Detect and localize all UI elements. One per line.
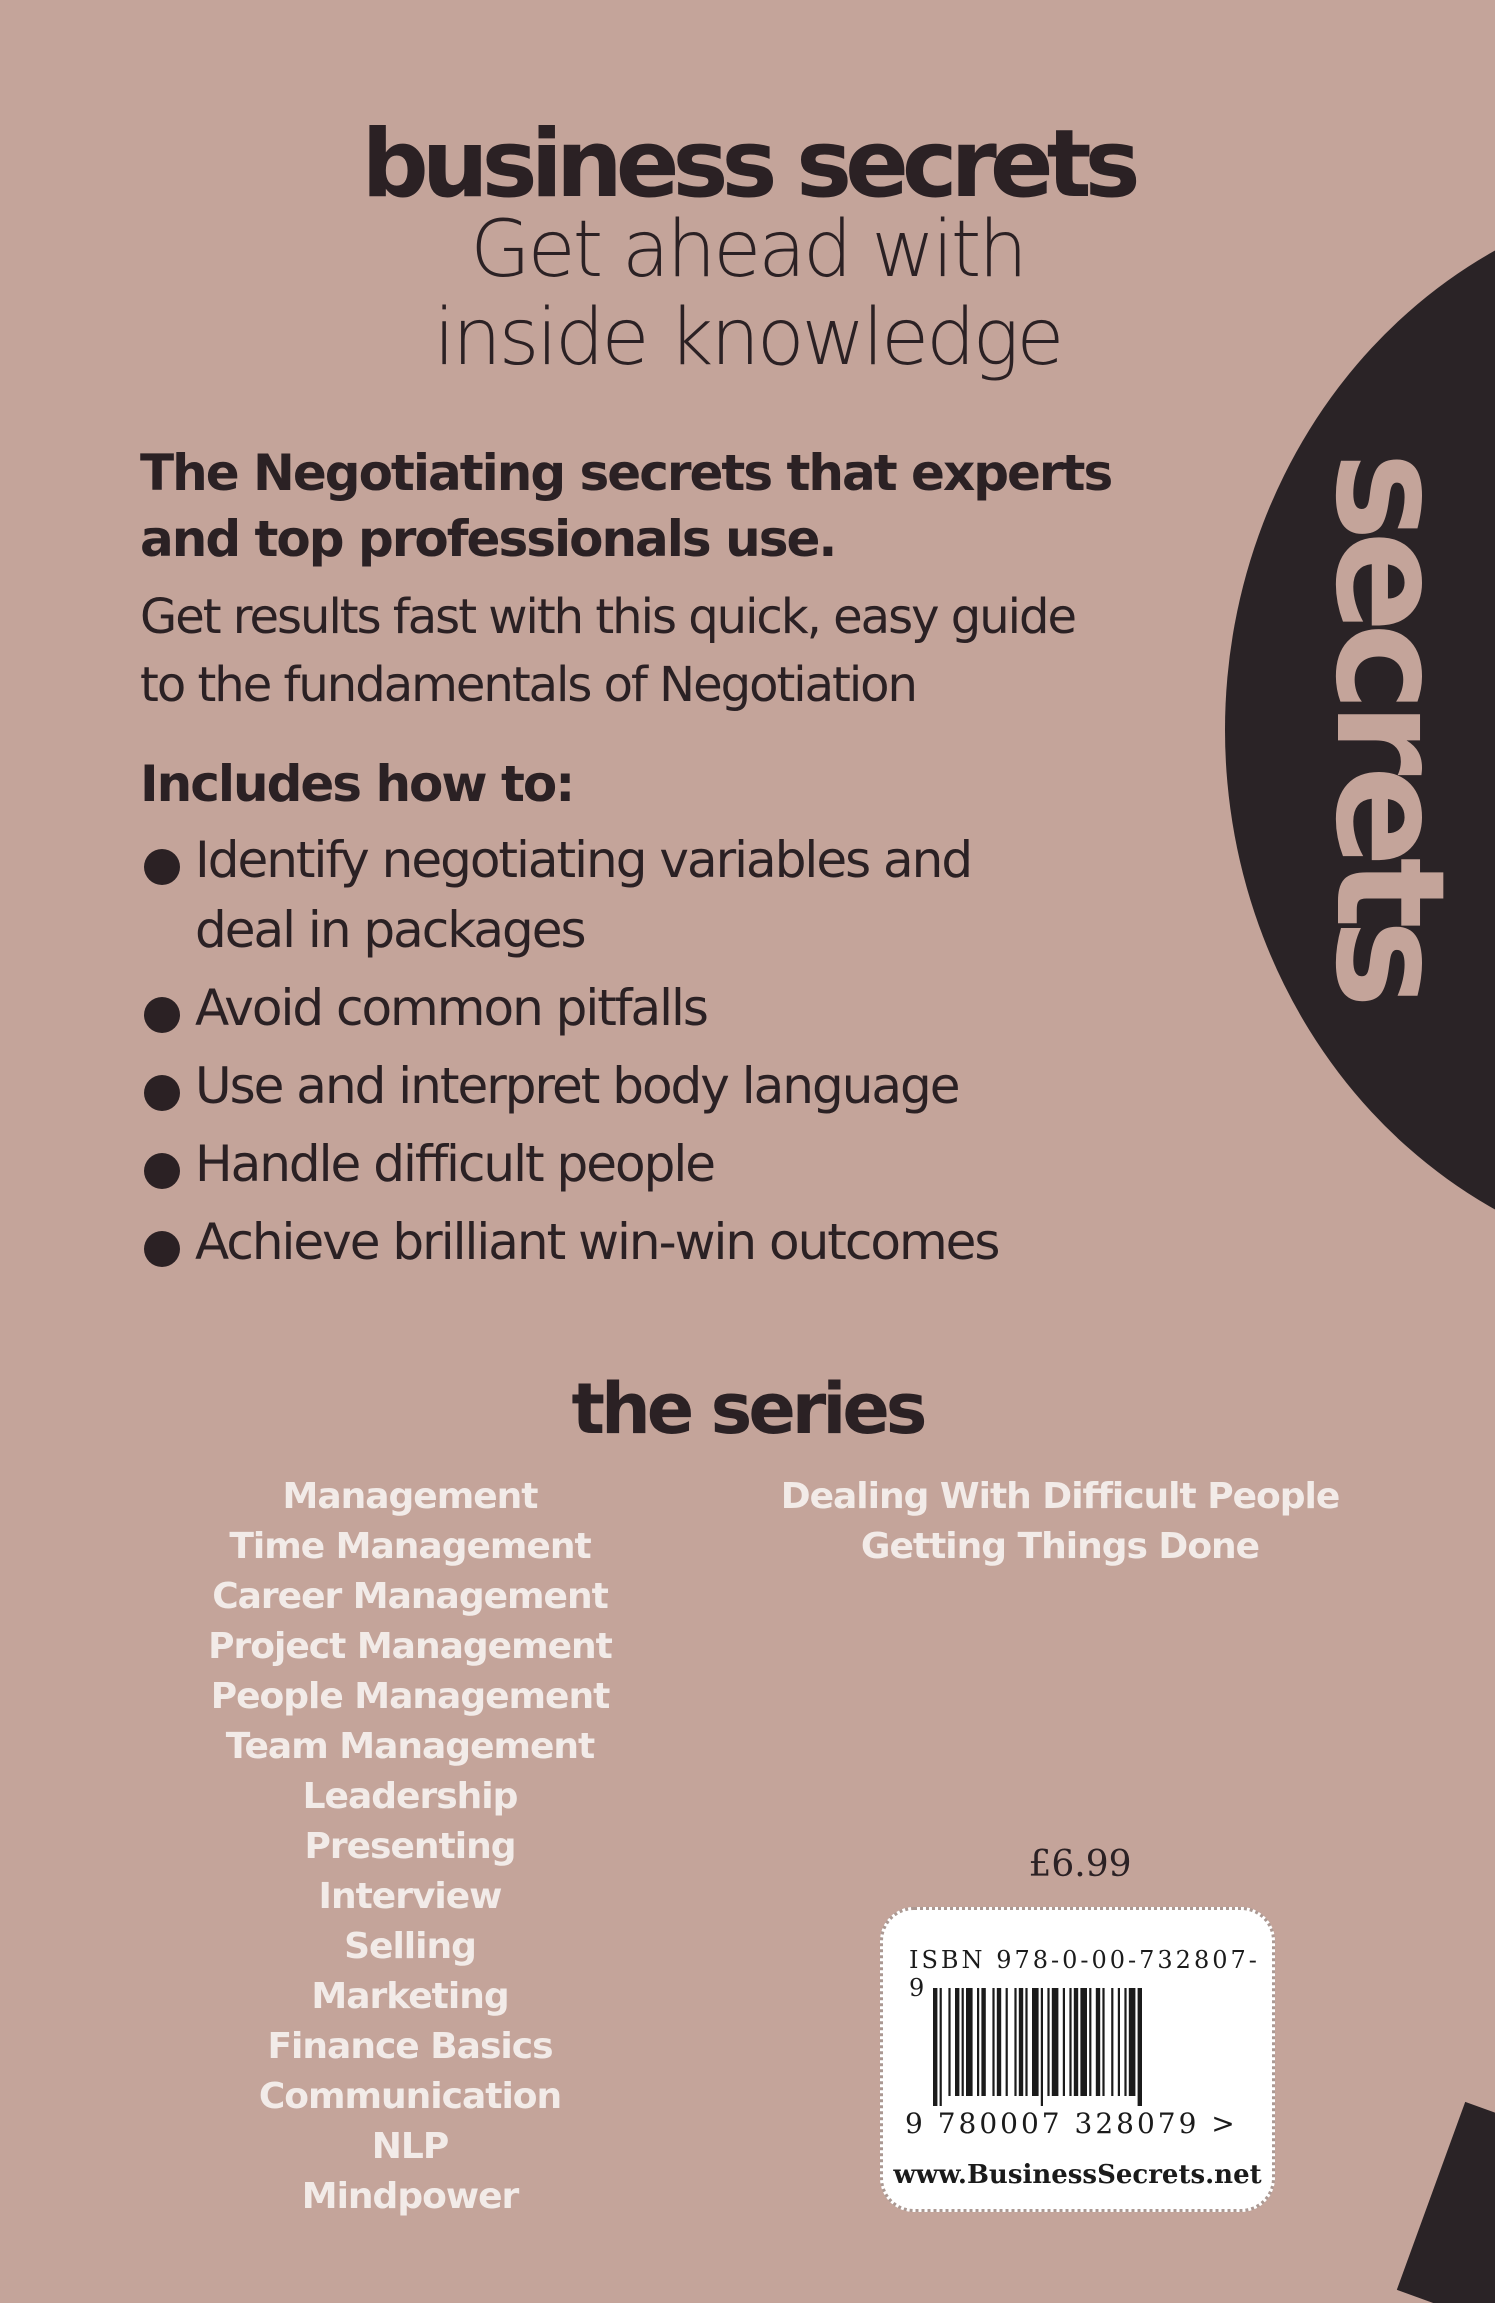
series-item: Presenting [304, 1826, 516, 1867]
series-list-right [760, 1472, 1360, 1572]
price: £6.99 [1028, 1844, 1132, 1885]
list-item-text: Use and interpret body language [195, 1057, 959, 1115]
headline [140, 440, 1270, 572]
barcode-bar [1089, 1988, 1091, 2096]
list-item [140, 1129, 1270, 1199]
intro-text [140, 583, 1270, 719]
series-item: Finance Basics [267, 2026, 553, 2067]
barcode-bar [1063, 1988, 1065, 2096]
barcode-bar [1124, 1988, 1126, 2096]
barcode-bar [992, 1988, 994, 2096]
barcode-bar [1052, 1988, 1059, 2096]
barcode-bar [1025, 1988, 1027, 2096]
list-item [140, 825, 1270, 965]
tagline [0, 206, 1495, 382]
series-item: Management [282, 1476, 538, 1517]
barcode-label [880, 1907, 1275, 2212]
intro-line-1: Get results fast with this quick, easy guide [140, 589, 1075, 645]
series-item: Team Management [225, 1726, 595, 1767]
barcode-bar [1102, 1988, 1104, 2096]
headline-line-2: and top professionals use. [140, 510, 836, 568]
list-item-text-continued: deal in packages [195, 901, 585, 959]
barcode-bar [1138, 1988, 1142, 2106]
barcode-bar [940, 1988, 942, 2106]
series-item: Communication [258, 2076, 562, 2117]
list-item-text: Handle difficult people [195, 1135, 714, 1193]
barcode-bars [933, 1988, 1233, 2106]
series-item: Marketing [311, 1976, 509, 2017]
series-item: Career Management [212, 1576, 608, 1617]
list-item [140, 1207, 1270, 1277]
tagline-line-1: Get ahead with [470, 205, 1025, 295]
brand-title: business secrets [361, 110, 1134, 219]
intro-line-2: to the fundamentals of Negotiation [140, 657, 916, 713]
barcode-bar [997, 1988, 1001, 2096]
series-title: the series [571, 1368, 924, 1450]
barcode-bar [1096, 1988, 1100, 2096]
list-item-text: Identify negotiating variables and [195, 831, 972, 889]
website-text: www.BusinessSecrets.net [893, 2160, 1262, 2190]
barcode-bar [1047, 1988, 1049, 2096]
barcode-bar [1080, 1988, 1087, 2096]
barcode-bar [966, 1988, 973, 2096]
barcode-bar [1118, 1988, 1120, 2096]
barcode-bar [955, 1988, 959, 2096]
barcode-bar [977, 1988, 979, 2096]
barcode-bar [962, 1988, 964, 2096]
barcode-bar [1032, 1988, 1039, 2096]
tagline-line-2: inside knowledge [433, 293, 1062, 383]
isbn-text: ISBN 978-0-00-732807-9 [909, 1946, 1260, 2002]
barcode-bar [1069, 1988, 1071, 2096]
list-item-text: Avoid common pitfalls [195, 979, 707, 1037]
barcode-bar [1006, 1988, 1008, 2096]
list-item-text: Achieve brilliant win-win outcomes [195, 1213, 999, 1271]
series-item: Dealing With Difficult People [780, 1476, 1340, 1517]
series-item: Leadership [302, 1776, 518, 1817]
list-item [140, 1051, 1270, 1121]
barcode-bar [1129, 1988, 1136, 2096]
barcode-bar [981, 1988, 985, 2096]
barcode-bar [1019, 1988, 1023, 2096]
barcode-digits: 9 780007 328079 > [905, 2107, 1238, 2140]
spine-corner-graphic [1397, 2102, 1495, 2303]
list-item [140, 973, 1270, 1043]
series-list-left [160, 1472, 660, 2222]
barcode-bar [948, 1988, 950, 2096]
barcode-bar [1074, 1988, 1078, 2096]
headline-line-1: The Negotiating secrets that experts [140, 444, 1112, 502]
barcode-bar [933, 1988, 937, 2106]
series-item: NLP [371, 2126, 449, 2167]
series-item: Project Management [208, 1626, 612, 1667]
barcode-bar [1014, 1988, 1016, 2096]
barcode-bar [1111, 1988, 1113, 2096]
includes-title: Includes how to: [140, 755, 574, 813]
series-item: Selling [344, 1926, 476, 1967]
includes-list [140, 825, 1270, 1285]
series-item: People Management [210, 1676, 610, 1717]
barcode-bar [1041, 1988, 1043, 2106]
series-item: Mindpower [301, 2176, 519, 2217]
series-item: Interview [318, 1876, 502, 1917]
series-item: Getting Things Done [860, 1526, 1260, 1567]
spine-word: secrets [1302, 451, 1476, 999]
series-item: Time Management [229, 1526, 591, 1567]
